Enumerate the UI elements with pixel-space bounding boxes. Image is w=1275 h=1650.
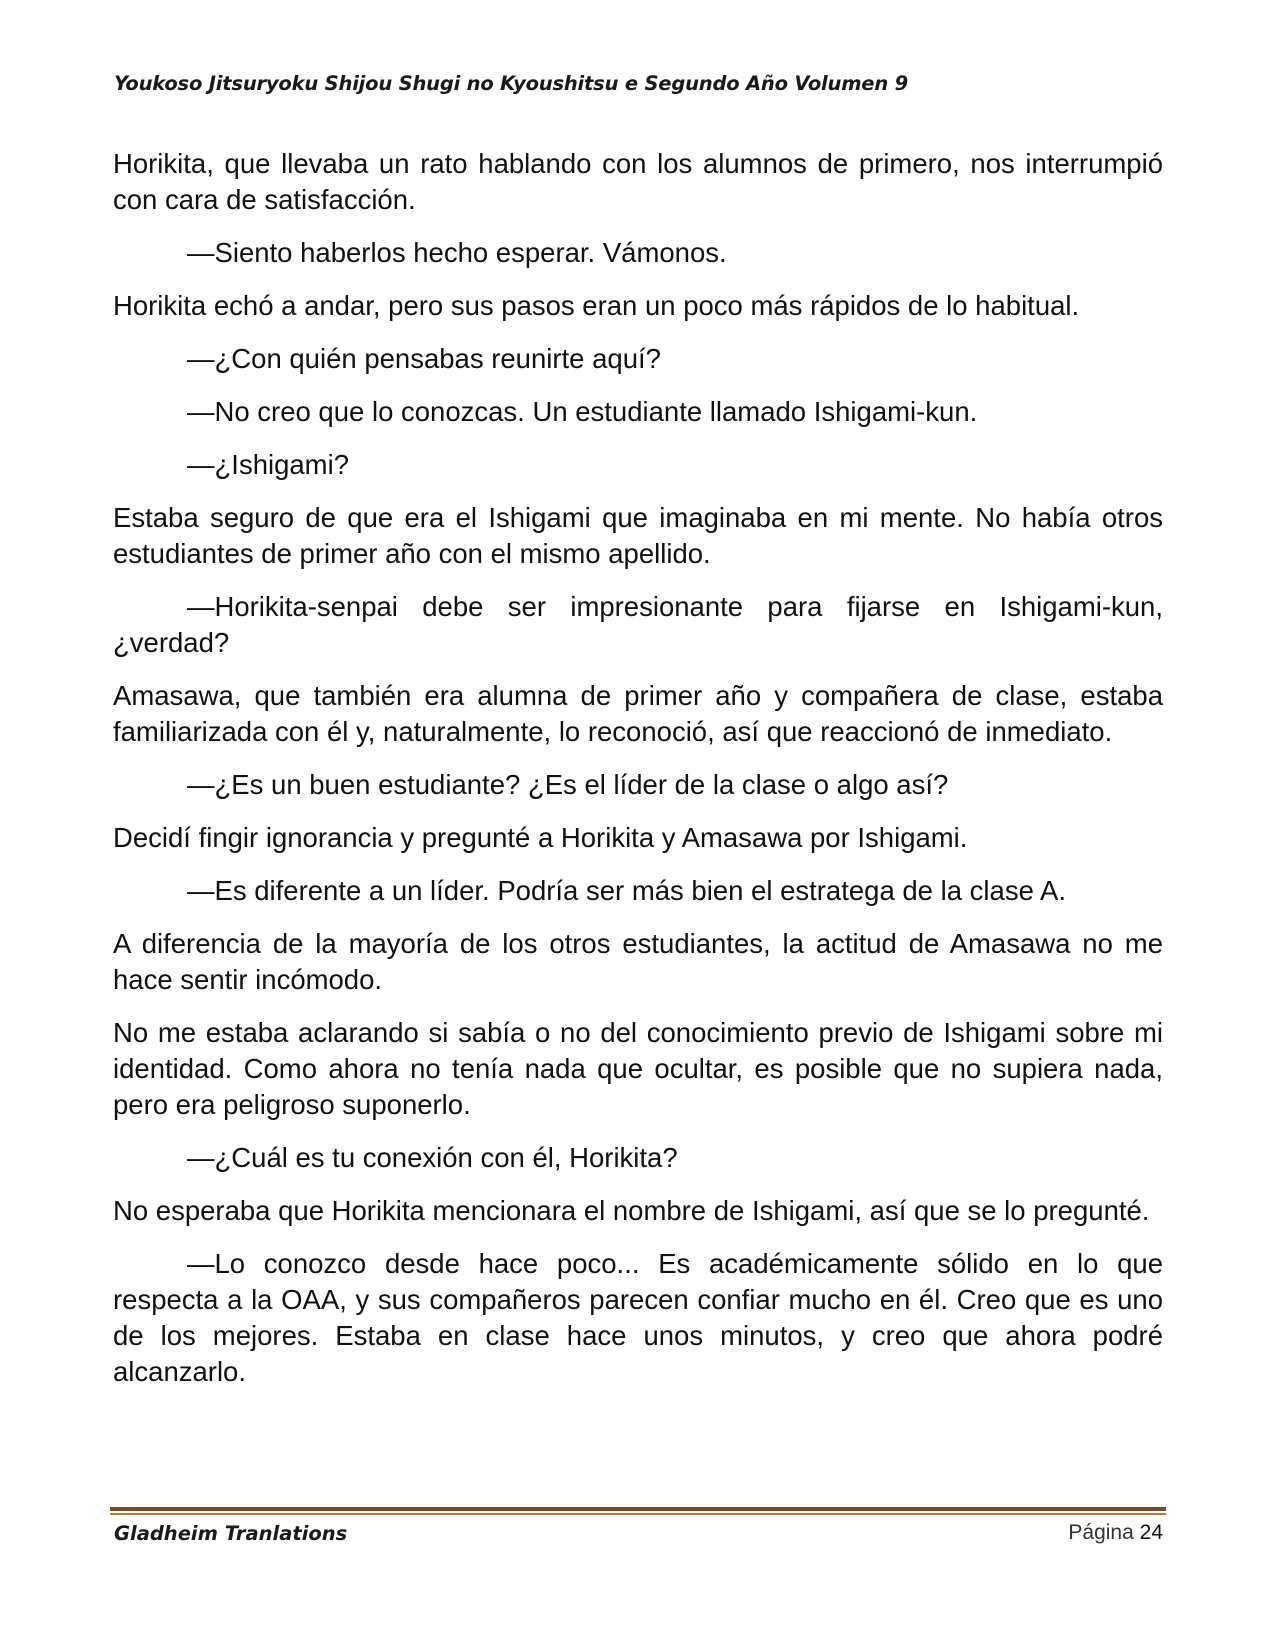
- dialog-line: —No creo que lo conozcas. Un estudiante llamado Ishigami-kun.: [187, 396, 978, 427]
- paragraph: A diferencia de la mayoría de los otros estudiantes, la actitud de Amasawa no me hace sentir incómodo.: [113, 928, 1163, 995]
- dialog-line: —Horikita-senpai debe ser impresionante para fijarse en Ishigami-kun, ¿verdad?: [113, 591, 1163, 658]
- running-header: Youkoso Jitsuryoku Shijou Shugi no Kyoushitsu e Segundo Año Volumen 9: [114, 72, 908, 95]
- paragraph: Estaba seguro de que era el Ishigami que imaginaba en mi mente. No había otros estudiantes de primer año con el mismo apellido.: [113, 502, 1163, 569]
- paragraph: Decidí fingir ignorancia y pregunté a Horikita y Amasawa por Ishigami.: [113, 822, 968, 853]
- page-label: Página: [1068, 1521, 1134, 1544]
- paragraph: Horikita, que llevaba un rato hablando con los alumnos de primero, nos interrumpió con cara de satisfacción.: [113, 148, 1163, 215]
- paragraph: No esperaba que Horikita mencionara el nombre de Ishigami, así que se lo pregunté.: [113, 1195, 1150, 1226]
- footer-rule: [110, 1507, 1166, 1515]
- dialog-line: —Lo conozco desde hace poco... Es académicamente sólido en lo que respecta a la OAA, y sus compañeros parecen confiar mucho en él. Creo que es uno de los mejores. Estaba en clase hace unos minutos, y creo que ahora podré alcanzarlo.: [113, 1248, 1163, 1387]
- dialog-line: —Siento haberlos hecho esperar. Vámonos.: [187, 237, 727, 268]
- footer-publisher: Gladheim Tranlations: [114, 1522, 348, 1545]
- footer-rule-thin: [110, 1513, 1166, 1515]
- dialog-line: —¿Es un buen estudiante? ¿Es el líder de la clase o algo así?: [187, 769, 949, 800]
- dialog-line: —Es diferente a un líder. Podría ser más bien el estratega de la clase A.: [187, 875, 1066, 906]
- paragraph: Horikita echó a andar, pero sus pasos eran un poco más rápidos de lo habitual.: [113, 290, 1080, 321]
- dialog-line: —¿Con quién pensabas reunirte aquí?: [187, 343, 661, 374]
- page-number: 24: [1139, 1521, 1163, 1544]
- paragraph: Amasawa, que también era alumna de primer año y compañera de clase, estaba familiarizada con él y, naturalmente, lo reconoció, así que reaccionó de inmediato.: [113, 680, 1163, 747]
- paragraph: No me estaba aclarando si sabía o no del conocimiento previo de Ishigami sobre mi identidad. Como ahora no tenía nada que ocultar, es posible que no supiera nada, pero era peligroso suponerlo.: [113, 1017, 1163, 1120]
- page-number-block: [1068, 1521, 1163, 1545]
- dialog-line: —¿Cuál es tu conexión con él, Horikita?: [187, 1142, 678, 1173]
- dialog-line: —¿Ishigami?: [187, 449, 349, 480]
- body-text: [113, 146, 1163, 1407]
